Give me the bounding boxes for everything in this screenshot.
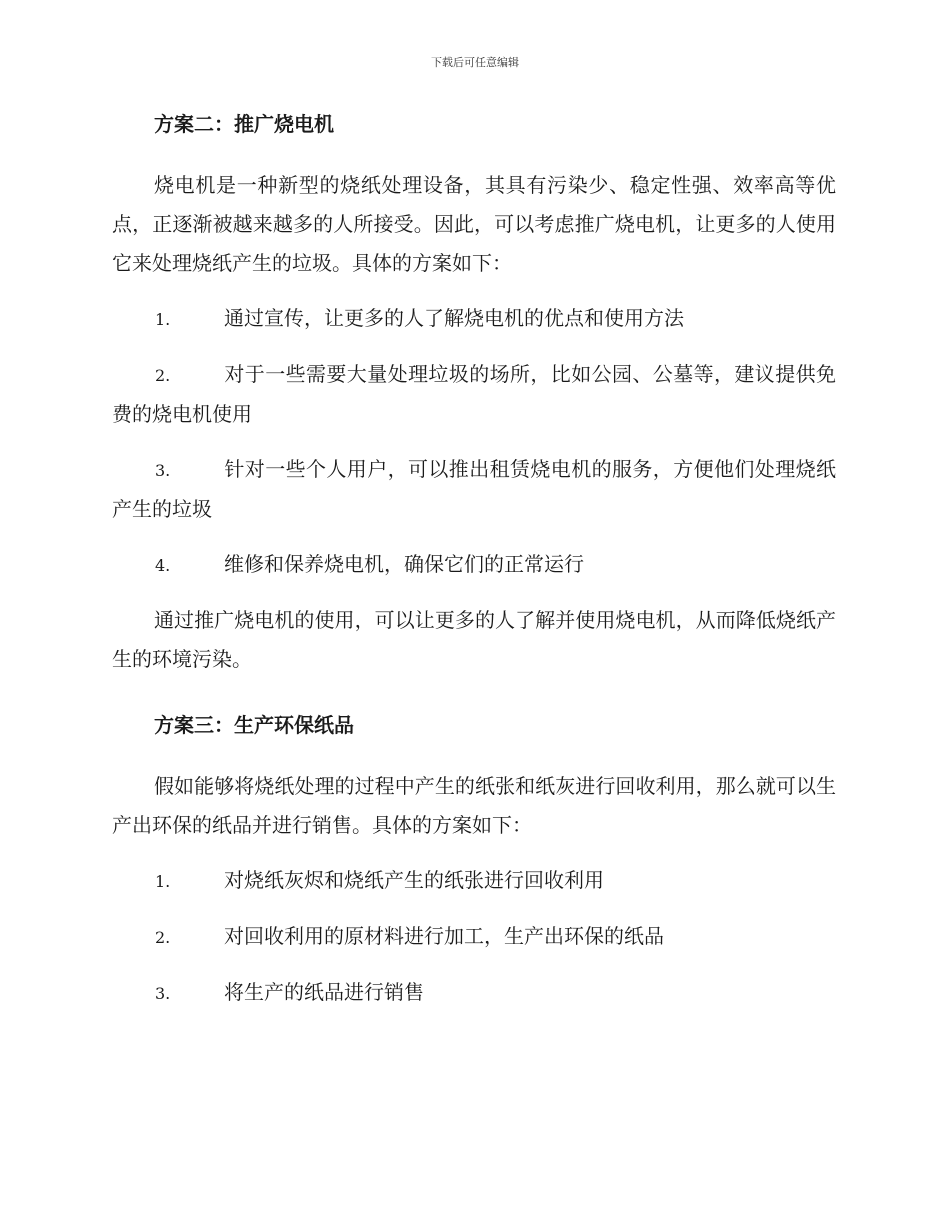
list-number: 2. <box>155 928 171 947</box>
list-item <box>112 917 836 957</box>
section2-intro: 烧电机是一种新型的烧纸处理设备，其具有污染少、稳定性强、效率高等优点，正逐渐被越来越多的人所接受。因此，可以考虑推广烧电机，让更多的人使用它来处理烧纸产生的垃圾。具体的方案如下： <box>112 173 836 275</box>
page-header: 下载后可任意编辑 <box>431 56 519 69</box>
list-number: 2. <box>155 366 171 385</box>
list-item-text: 对回收利用的原材料进行加工，生产出环保的纸品 <box>224 924 664 948</box>
list-item-text: 针对一些个人用户，可以推出租赁烧电机的服务，方便他们处理烧纸产生的垃圾 <box>112 457 836 521</box>
list-number: 1. <box>155 310 171 329</box>
section2-heading: 方案二：推广烧电机 <box>154 112 334 136</box>
list-number: 3. <box>155 984 171 1003</box>
list-item-text: 对于一些需要大量处理垃圾的场所，比如公园、公墓等，建议提供免费的烧电机使用 <box>112 362 836 426</box>
section3-intro: 假如能够将烧纸处理的过程中产生的纸张和纸灰进行回收利用，那么就可以生产出环保的纸品并进行销售。具体的方案如下： <box>112 774 836 837</box>
list-number: 3. <box>155 461 171 480</box>
list-item <box>112 545 836 585</box>
list-item <box>112 450 836 529</box>
list-item-text: 将生产的纸品进行销售 <box>224 980 424 1004</box>
list-item <box>112 861 836 901</box>
list-item-text: 对烧纸灰烬和烧纸产生的纸张进行回收利用 <box>224 868 604 892</box>
list-item <box>112 299 836 339</box>
section2-conclusion: 通过推广烧电机的使用，可以让更多的人了解并使用烧电机，从而降低烧纸产生的环境污染。 <box>112 608 836 671</box>
list-item <box>112 355 836 434</box>
document-body <box>112 108 836 1029</box>
section3-heading: 方案三：生产环保纸品 <box>154 713 354 737</box>
list-item-text: 维修和保养烧电机，确保它们的正常运行 <box>224 552 584 576</box>
list-item <box>112 973 836 1013</box>
list-number: 1. <box>155 872 171 891</box>
list-item-text: 通过宣传，让更多的人了解烧电机的优点和使用方法 <box>224 306 684 330</box>
list-number: 4. <box>155 556 171 575</box>
